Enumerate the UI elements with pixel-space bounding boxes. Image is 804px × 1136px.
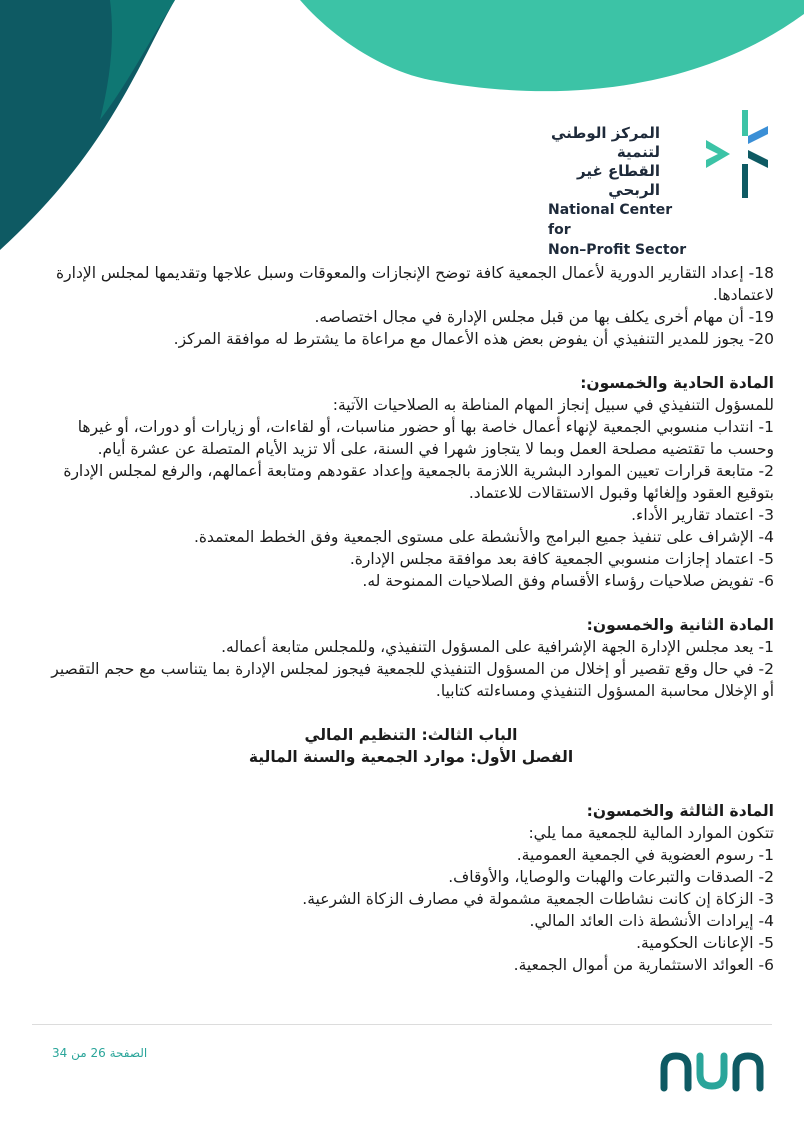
item-19: 19- أن مهام أخرى يكلف بها من قبل مجلس الإدارة في مجال اختصاصه.	[314, 308, 774, 326]
article-53-intro: تتكون الموارد المالية للجمعية مما يلي:	[528, 824, 774, 842]
article-51-intro: للمسؤول التنفيذي في سبيل إنجاز المهام المناطة به الصلاحيات الآتية:	[332, 396, 774, 414]
org-name-ar-line1: المركز الوطني لتنمية	[550, 124, 660, 161]
article-51-item-4: 4- الإشراف على تنفيذ جميع البرامج والأنشطة على مستوى الجمعية وفق الخطط المعتمدة.	[193, 528, 774, 546]
section-title: الفصل الأول: موارد الجمعية والسنة المالية	[248, 748, 574, 766]
article-53-item-2: 2- الصدقات والتبرعات والهبات والوصايا، والأوقاف.	[448, 868, 774, 886]
footer-divider	[32, 1024, 772, 1025]
ncnp-logo-icon	[700, 104, 772, 204]
item-20: 20- يجوز للمدير التنفيذي أن يفوض بعض هذه الأعمال مع مراعاة ما يشترط له موافقة المركز.	[173, 330, 774, 348]
article-53-item-4: 4- إيرادات الأنشطة ذات العائد المالي.	[529, 912, 774, 930]
header-logo	[548, 100, 778, 258]
article-53-item-5: 5- الإعانات الحكومية.	[636, 934, 774, 952]
org-name-en-line1: National Center for	[548, 202, 673, 238]
article-53-item-3: 3- الزكاة إن كانت نشاطات الجمعية مشمولة في مصارف الزكاة الشرعية.	[302, 890, 774, 908]
article-51-item-6: 6- تفويض صلاحيات رؤساء الأقسام وفق الصلاحيات الممنوحة له.	[362, 572, 774, 590]
article-52-heading: المادة الثانية والخمسون:	[586, 616, 774, 634]
article-51-item-1: 1- انتداب منسوبي الجمعية لإنهاء أعمال خاصة بها أو حضور مناسبات، أو لقاءات، أو زيارات أو دورات، أو غيرها وحسب ما تقتضيه مصلحة العمل وبما لا يتجاوز شهرا في السنة، على ألا تزيد الأيام المتصلة عن عشرة أيام.	[77, 418, 774, 458]
item-18: 18- إعداد التقارير الدورية لأعمال الجمعية كافة توضح الإنجازات والمعوقات وسبل علاجها وتقديمها لمجلس الإدارة لاعتمادها.	[56, 264, 774, 304]
chapter-title: الباب الثالث: التنظيم المالي	[304, 726, 518, 744]
document-body	[48, 262, 774, 976]
article-51-item-5: 5- اعتماد إجازات منسوبي الجمعية كافة بعد موافقة مجلس الإدارة.	[349, 550, 774, 568]
article-51-item-3: 3- اعتماد تقارير الأداء.	[631, 506, 774, 524]
article-51-heading: المادة الحادية والخمسون:	[580, 374, 774, 392]
page-number: الصفحة 26 من 34	[52, 1046, 148, 1060]
article-53-heading: المادة الثالثة والخمسون:	[586, 802, 774, 820]
article-53-item-1: 1- رسوم العضوية في الجمعية العمومية.	[516, 846, 774, 864]
org-name-en-line2: Non–Profit Sector	[548, 242, 687, 258]
article-51-item-2: 2- متابعة قرارات تعيين الموارد البشرية اللازمة بالجمعية وإعداد عقودهم ومتابعة أعمالهم، والرفع لمجلس الإدارة بتوقيع العقود وإلغائها وقبول الاستقالات للاعتماد.	[63, 462, 774, 502]
org-name-ar-line2: القطاع غير الربحي	[577, 162, 660, 199]
article-52-item-1: 1- يعد مجلس الإدارة الجهة الإشرافية على المسؤول التنفيذي، وللمجلس متابعة أعماله.	[221, 638, 774, 656]
article-53-item-6: 6- العوائد الاستثمارية من أموال الجمعية.	[513, 956, 774, 974]
numu-logo	[660, 1048, 764, 1092]
article-52-item-2: 2- في حال وقع تقصير أو إخلال من المسؤول التنفيذي للجمعية فيجوز لمجلس الإدارة بما يتناسب مع حجم التقصير أو الإخلال محاسبة المسؤول التنفيذي ومساءلته كتابيا.	[51, 660, 774, 700]
